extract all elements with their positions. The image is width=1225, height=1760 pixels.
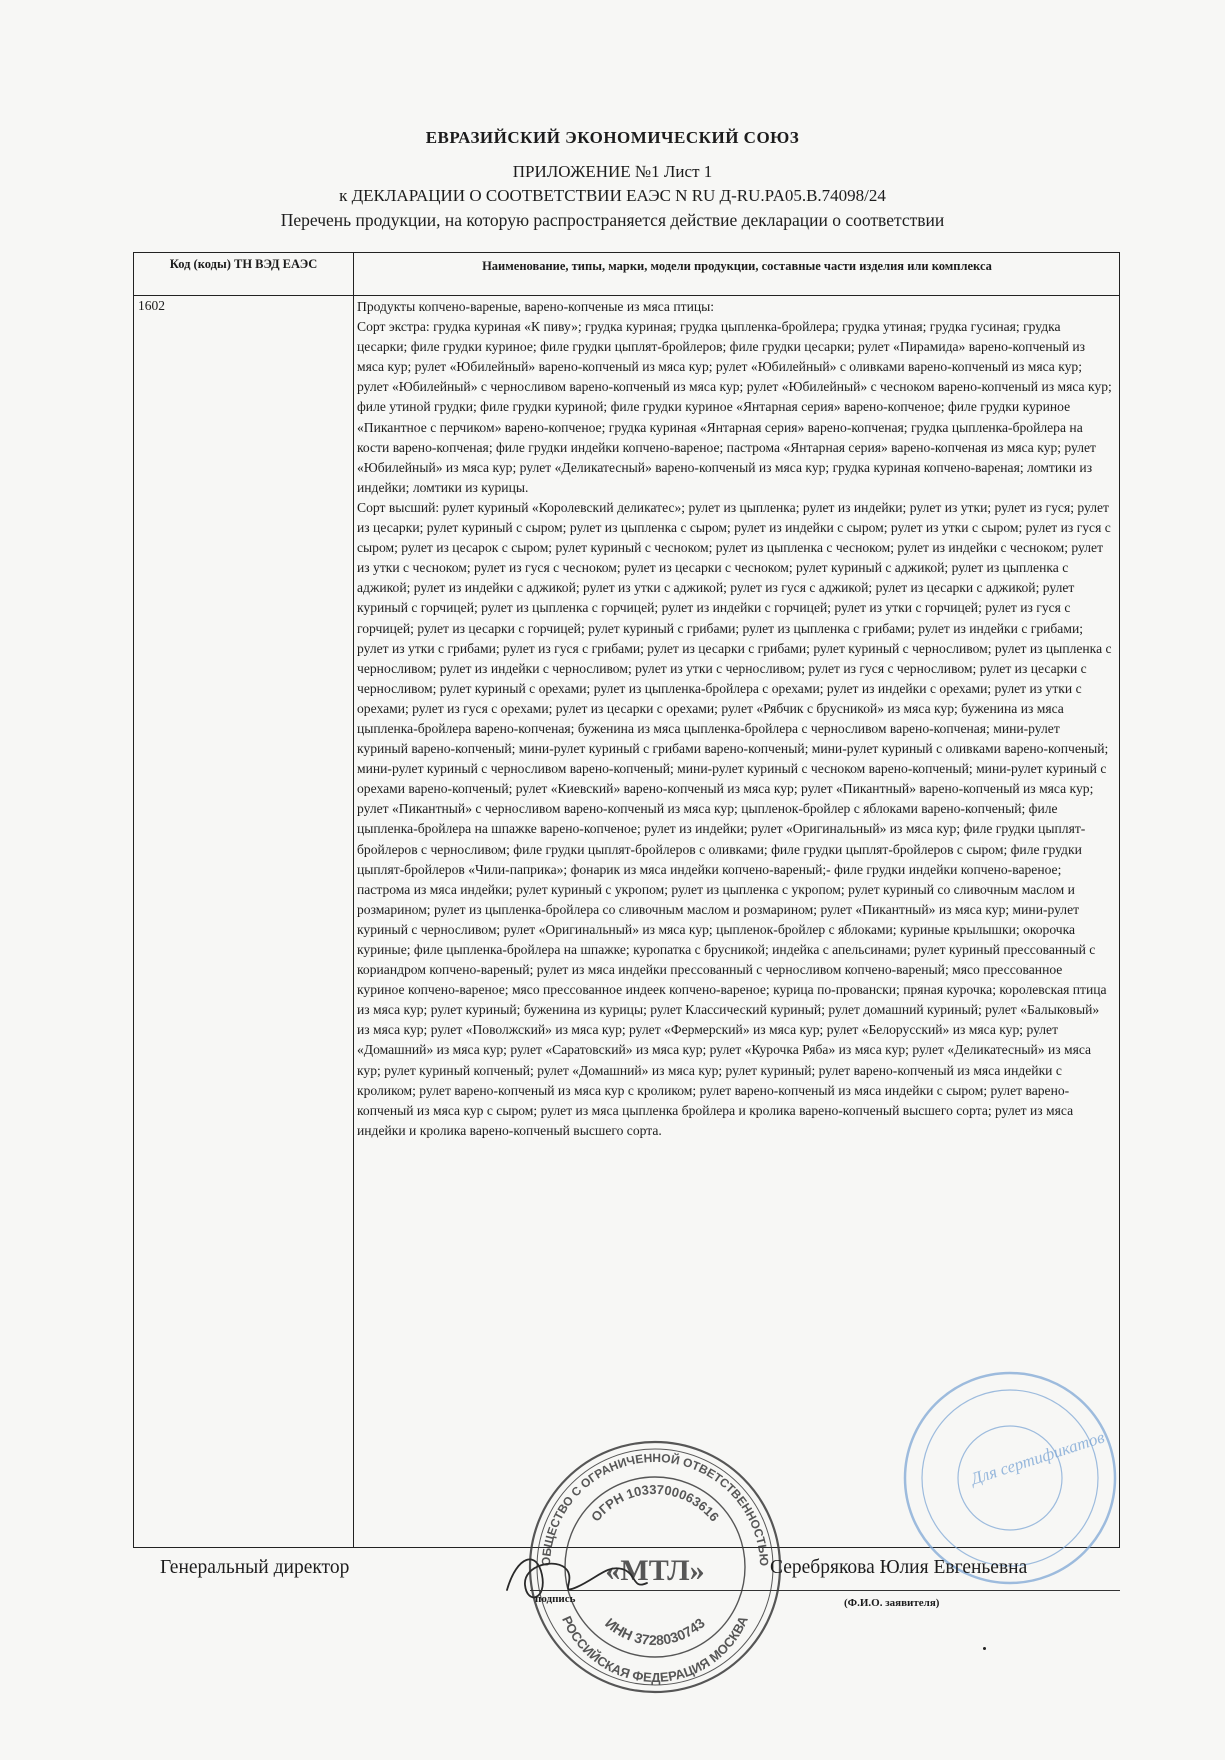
signature-caption: подпись xyxy=(535,1593,576,1605)
products-table xyxy=(133,252,1120,1548)
code-column-header: Код (коды) ТН ВЭД ЕАЭС xyxy=(169,257,318,271)
ink-dot xyxy=(983,1647,986,1650)
declaration-title: к ДЕКЛАРАЦИИ О СООТВЕТСТВИИ ЕАЭС N RU Д-RU.PA05.B.74098/24 xyxy=(339,186,886,205)
header-divider xyxy=(134,295,1119,296)
fio-caption: (Ф.И.О. заявителя) xyxy=(844,1597,940,1609)
union-title: ЕВРАЗИЙСКИЙ ЭКОНОМИЧЕСКИЙ СОЮЗ xyxy=(425,128,800,147)
list-title: Перечень продукции, на которую распространяется действие декларации о соответствии xyxy=(280,210,945,230)
column-divider xyxy=(353,253,354,1547)
name-column-header: Наименование, типы, марки, модели продукции, составные части изделия или комплекса xyxy=(482,259,992,273)
stamp-ogrn: ОГРН 1033700063616 xyxy=(588,1481,723,1525)
blue-stamp-text: Для сертификатов xyxy=(968,1427,1107,1489)
product-list xyxy=(357,297,1112,1141)
hs-code: 1602 xyxy=(138,298,165,313)
stamp-inn: ИНН 3728030743 xyxy=(602,1614,708,1649)
signer-role: Генеральный директор xyxy=(160,1557,350,1578)
signature-line xyxy=(530,1590,1120,1591)
stamp-ring-top: ОБЩЕСТВО С ОГРАНИЧЕННОЙ ОТВЕТСТВЕННОСТЬЮ xyxy=(538,1450,772,1567)
stamp-company: «МТЛ» xyxy=(605,1554,705,1587)
appendix-title: ПРИЛОЖЕНИЕ №1 Лист 1 xyxy=(512,162,713,181)
signature-scribble xyxy=(497,1545,657,1615)
product-paragraph-extra: Сорт экстра: грудка куриная «К пиву»; грудка куриная; грудка цыпленка-бройлера; грудка утиная; грудка гусиная; грудка цесарки; филе грудки куриное; филе грудки цыплят-бройлеров; филе грудки цесарки; рулет «Пирамида» варено-копченый из мяса кур; рулет «Юбилейный» варено-копченый из мяса кур; рулет «Юбилейный» с оливками варено-копченый из мяса кур; рулет «Юбилейный» с черносливом варено-копченый из мяса кур; рулет «Юбилейный» с чесноком варено-копченый из мяса кур; филе утиной грудки; филе грудки куриной; филе грудки куриное «Янтарная серия» варено-копченое; филе грудки куриное «Пикантное с перчиком» варено-копченое; грудка куриная «Янтарная серия» варено-копченая; грудка цыпленка-бройлера на кости варено-копченая; филе грудки индейки копчено-вареное; пастрома «Янтарная серия» варено-копченая из мяса кур; рулет «Юбилейный» из мяса кур; рулет «Деликатесный» варено-копченый из мяса кур; грудка куриная копчено-вареная; ломтики из индейки; ломтики из курицы. xyxy=(357,319,1112,495)
signer-name: Серебрякова Юлия Евгеньевна xyxy=(770,1557,1028,1578)
stamp-ring-bottom: РОССИЙСКАЯ ФЕДЕРАЦИЯ МОСКВА xyxy=(559,1613,751,1686)
product-paragraph-intro: Продукты копчено-вареные, варено-копченые из мяса птицы: xyxy=(357,299,715,314)
product-paragraph-premium: Сорт высший: рулет куриный «Королевский деликатес»; рулет из цыпленка; рулет из индейки; рулет из утки; рулет из гуся; рулет из цесарки; рулет куриный с сыром; рулет из цыпленка с сыром; рулет из индейки с сыром; рулет из утки с сыром; рулет из гуся с сыром; рулет из цесарок с сыром; рулет куриный с чесноком; рулет из цыпленка с чесноком; рулет из индейки с чесноком; рулет из утки с чесноком; рулет из гуся с чесноком; рулет из цесарки с чесноком; рулет куриный с аджикой; рулет из цыпленка с аджикой; рулет из индейки с аджикой; рулет из утки с аджикой; рулет из гуся с аджикой; рулет из цесарки с аджикой; рулет куриный с горчицей; рулет из цыпленка с горчицей; рулет из индейки с горчицей; рулет из утки с горчицей; рулет из гуся с горчицей; рулет из цесарки с горчицей; рулет куриный с грибами; рулет из цыпленка с грибами; рулет из индейки с грибами; рулет из утки с грибами; рулет из гуся с грибами; рулет из цесарки с грибами; рулет куриный с черносливом; рулет из цыпленка с черносливом; рулет из индейки с черносливом; рулет из утки с черносливом; рулет из гуся с черносливом; рулет из цесарки с черносливом; рулет куриный с орехами; рулет из цыпленка-бройлера с орехами; рулет из индейки с орехами; рулет из утки с орехами; рулет из гуся с орехами; рулет из цесарки с орехами; рулет «Рябчик с брусникой» из мяса кур; буженина из мяса цыпленка-бройлера варено-копченая; буженина из мяса цыпленка-бройлера с черносливом варено-копченая; мини-рулет куриный варено-копченый; мини-рулет куриный с грибами варено-копченый; мини-рулет куриный с оливками варено-копченый; мини-рулет куриный с черносливом варено-копченый; мини-рулет куриный с чесноком варено-копченый; мини-рулет куриный с орехами варено-копченый; рулет «Киевский» варено-копченый из мяса кур; рулет «Пикантный» варено-копченый из мяса кур; рулет «Пикантный» с черносливом варено-копченый из мяса кур; цыпленок-бройлер с яблоками варено-копченый; филе цыпленка-бройлера на шпажке варено-копченое; рулет из индейки; рулет «Оригинальный» из мяса кур; филе грудки цыплят-бройлеров с черносливом; филе грудки цыплят-бройлеров с оливками; филе грудки цыплят-бройлеров с сыром; филе грудки цыплят-бройлеров «Чили-паприка»; фонарик из мяса индейки копчено-вареный;- филе грудки индейки копчено-вареное; пастрома из мяса индейки; рулет куриный с укропом; рулет из цыпленка с укропом; рулет куриный со сливочным маслом и розмарином; рулет из цыпленка-бройлера со сливочным маслом и розмарином; рулет «Пикантный» из мяса кур; мини-рулет куриный с черносливом; рулет «Оригинальный» из мяса кур; цыпленок-бройлер с яблоками; куриные крылышки; окорочка куриные; филе цыпленка-бройлера на шпажке; куропатка с брусникой; индейка с апельсинами; рулет куриный прессованный с кориандром копчено-вареный; рулет из мяса индейки прессованный с черносливом копчено-вареный; мясо прессованное куриное копчено-вареное; мясо прессованное индеек копчено-вареное; курица по-провански; пряная курочка; королевская птица из мяса кур; рулет куриный; буженина из курицы; рулет Классический куриный; рулет домашний куриный; рулет «Балыковый» из мяса кур; рулет «Поволжский» из мяса кур; рулет «Фермерский» из мяса кур; рулет «Белорусский» из мяса кур; рулет «Домашний» из мяса кур; рулет «Саратовский» из мяса кур; рулет «Курочка Ряба» из мяса кур; рулет «Деликатесный» из мяса кур; рулет куриный копченый; рулет «Домашний» из мяса кур; рулет куриный; рулет варено-копченый из мяса индейки с кроликом; рулет варено-копченый из мяса кур с кроликом; рулет варено-копченый из мяса индейки с сыром; рулет варено-копченый из мяса кур с сыром; рулет из мяса цыпленка бройлера и кролика варено-копченый высшего сорта; рулет из мяса индейки и кролика варено-копченый высшего сорта. xyxy=(357,499,1112,1138)
